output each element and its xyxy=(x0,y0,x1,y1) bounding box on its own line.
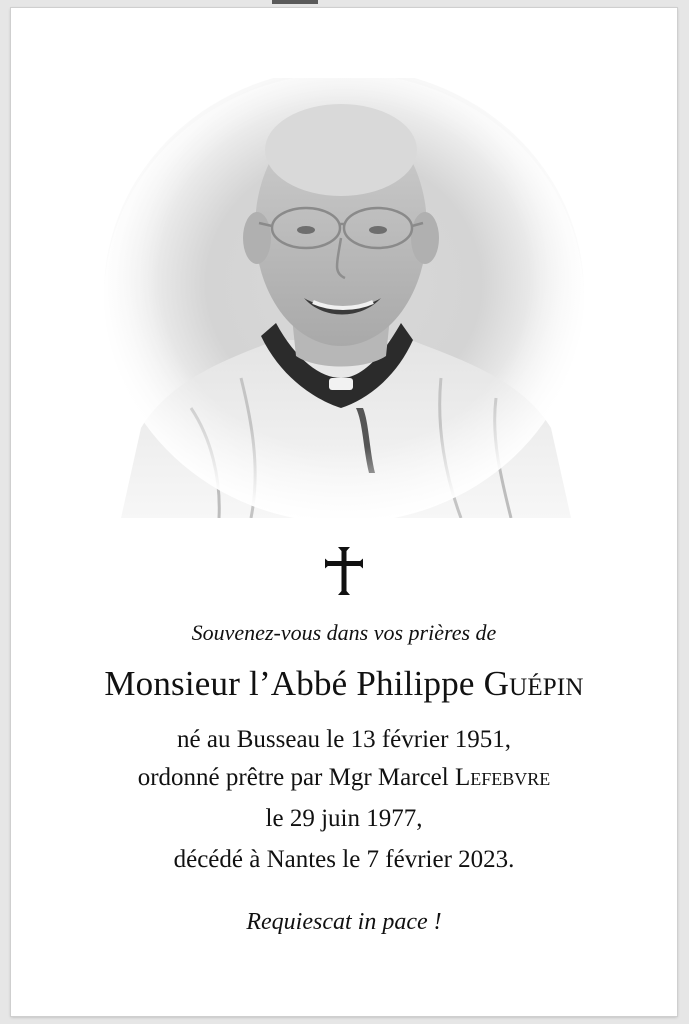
remembrance-intro: Souvenez-vous dans vos prières de xyxy=(191,620,497,645)
window-top-tab xyxy=(272,0,318,4)
deceased-name-title: Monsieur l’Abbé Philippe xyxy=(104,664,475,703)
priest-portrait xyxy=(101,78,587,518)
requiescat-line: Requiescat in pace ! xyxy=(246,909,442,935)
ordination-line xyxy=(11,764,677,792)
cross-icon xyxy=(11,544,677,598)
deceased-name xyxy=(11,664,677,704)
death-line: décédé à Nantes le 7 février 2023. xyxy=(173,846,515,873)
memorial-card xyxy=(11,8,677,1016)
ordination-prefix: ordonné prêtre par Mgr Marcel xyxy=(137,764,449,791)
ordination-date-line: le 29 juin 1977, xyxy=(265,805,423,832)
ordaining-bishop-surname: Lefebvre xyxy=(454,764,551,791)
birth-line: né au Busseau le 13 février 1951, xyxy=(177,726,511,753)
deceased-surname: Guépin xyxy=(483,664,584,703)
